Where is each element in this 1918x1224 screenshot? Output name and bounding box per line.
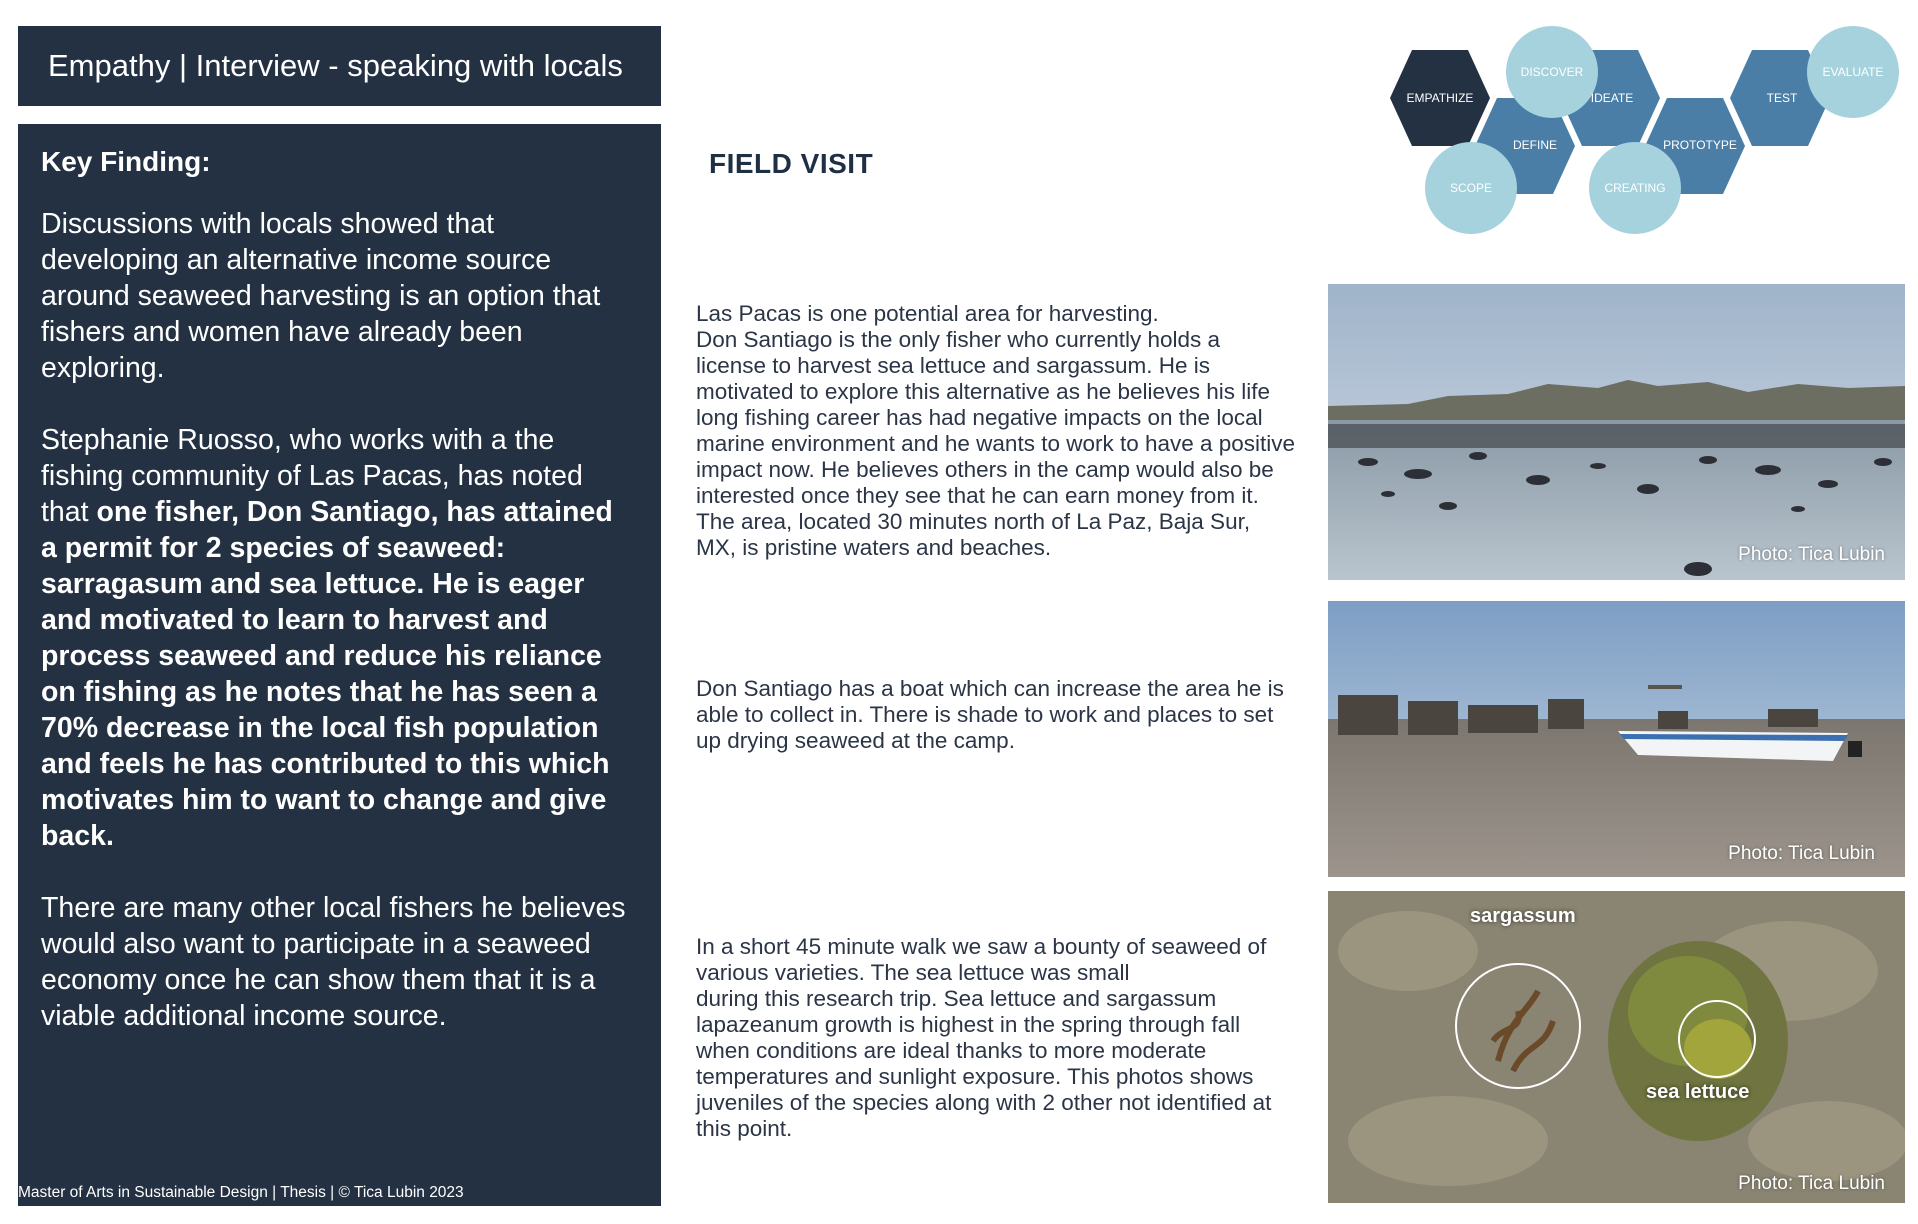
key-finding-paragraph-3: There are many other local fishers he believes would also want to participate in a seaweed economy once he can show them that it is a viable additional income source. (41, 892, 626, 1032)
key-finding-paragraph-2 (41, 422, 633, 854)
label-creating: CREATING (1604, 181, 1666, 195)
field-text-2: Don Santiago has a boat which can increase the area he is able to collect in. There is shade to work and places to set up drying seaweed at the camp. (696, 676, 1284, 753)
field-text-3: In a short 45 minute walk we saw a bounty of seaweed of various varieties. The sea lettuce was small during this research trip. Sea lettuce and sargassum lapazeanum growth is highest in the spring through fall when conditions are ideal thanks to more moderate temperatures and sunlight exposure. This photos shows juveniles of the species along with 2 other not identified at this point. (696, 934, 1272, 1141)
photo-credit-1: Photo: Tica Lubin (1738, 544, 1885, 565)
label-sea-lettuce: sea lettuce (1646, 1081, 1750, 1103)
page-title-bar (18, 26, 661, 106)
photo-seaweed-image (1328, 891, 1905, 1203)
photo-camp-boat (1328, 601, 1905, 877)
label-prototype: PROTOTYPE (1663, 138, 1737, 152)
paragraph-2-bold: one fisher, Don Santiago, has attained a permit for 2 species of seaweed: sarragasum and sea lettuce. He is eager and motivated to learn to harvest and process seaweed and reduce his reliance on fishing as he notes that he has seen a 70% decrease in the local fish population and feels he has contributed to this which motivates him to want to change and give back. (41, 496, 613, 852)
photo-credit-3: Photo: Tica Lubin (1738, 1173, 1885, 1194)
label-sargassum: sargassum (1470, 905, 1576, 927)
field-text-1: Las Pacas is one potential area for harvesting. Don Santiago is the only fisher who currently holds a license to harvest sea lettuce and sargassum. He is motivated to explore this alternative as he believes his life long fishing career has had negative impacts on the local marine environment and he wants to work to have a positive impact now. He believes others in the camp would also be interested once they see that he can earn money from it. The area, located 30 minutes north of La Paz, Baja Sur, MX, is pristine waters and beaches. (696, 301, 1296, 560)
label-ideate: IDEATE (1590, 91, 1634, 105)
label-scope: SCOPE (1449, 181, 1493, 195)
label-evaluate: EVALUATE (1822, 65, 1884, 79)
photo-credit-2: Photo: Tica Lubin (1728, 843, 1875, 864)
section-title: FIELD VISIT (709, 148, 874, 179)
key-finding-panel (18, 124, 661, 1206)
photo-las-pacas-shore (1328, 284, 1905, 580)
photo-shore-image (1328, 284, 1905, 580)
key-finding-paragraph-1: Discussions with locals showed that developing an alternative income source around seaweed harvesting is an option that fishers and women have already been exploring. (41, 208, 601, 384)
photo-seaweed (1328, 891, 1905, 1203)
key-finding-heading: Key Finding: (41, 146, 211, 177)
label-define: DEFINE (1512, 138, 1558, 152)
page-title: Empathy | Interview - speaking with locals (48, 48, 623, 83)
photo-camp-image (1328, 601, 1905, 877)
label-discover: DISCOVER (1520, 65, 1584, 79)
label-test: TEST (1766, 91, 1798, 105)
paragraph-2-plain: Stephanie Ruosso, who works with a the fishing community of Las Pacas, has noted that (41, 424, 583, 528)
footer-credit: Master of Arts in Sustainable Design | Thesis | © Tica Lubin 2023 (18, 1184, 464, 1201)
label-empathize: EMPATHIZE (1406, 91, 1474, 105)
design-process-diagram (1390, 20, 1900, 240)
